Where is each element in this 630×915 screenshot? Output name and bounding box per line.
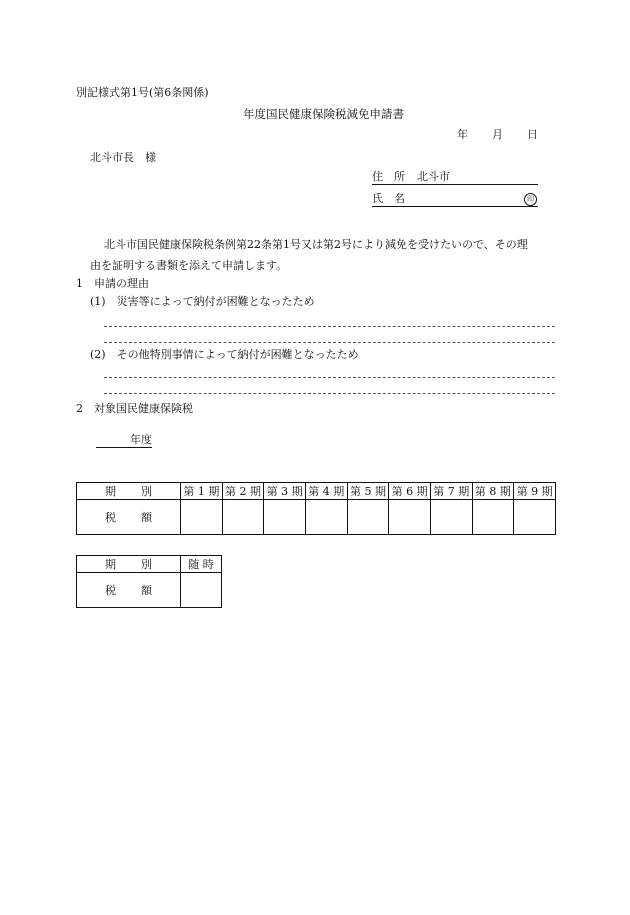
tax-amount-cell[interactable] <box>472 500 514 535</box>
date-month: 月 <box>492 128 503 141</box>
date-year: 年 <box>457 128 468 141</box>
date-line <box>457 128 538 142</box>
tax-amount-row-label: 税 額 <box>77 500 181 535</box>
tax-amount-cell[interactable] <box>264 500 306 535</box>
name-field[interactable] <box>372 192 538 207</box>
anytime-header-cell: 期 別 <box>77 556 181 573</box>
tax-amount-cell[interactable] <box>305 500 347 535</box>
reason-1-line-1[interactable] <box>104 326 555 327</box>
fiscal-year-field[interactable] <box>96 433 152 448</box>
period-tax-table <box>76 482 556 535</box>
document-title: 年度国民健康保険税減免申請書 <box>243 107 404 121</box>
period-column-header: 第 3 期 <box>264 483 306 500</box>
tax-amount-cell[interactable] <box>347 500 389 535</box>
tax-amount-cell[interactable] <box>514 500 556 535</box>
addressee: 北斗市長 様 <box>90 151 156 164</box>
intro-line-2: 由を証明する書類を添えて申請します。 <box>90 259 288 272</box>
tax-amount-cell[interactable] <box>222 500 264 535</box>
period-header-cell: 期 別 <box>77 483 181 500</box>
section1-heading: 1 申請の理由 <box>76 277 149 290</box>
period-column-header: 第 2 期 <box>222 483 264 500</box>
address-value: 北斗市 <box>417 170 450 183</box>
period-column-header: 第 8 期 <box>472 483 514 500</box>
anytime-column-header: 随 時 <box>181 556 222 573</box>
section2-heading: 2 対象国民健康保険税 <box>76 402 193 415</box>
reason-2-line-1[interactable] <box>104 377 555 378</box>
period-column-header: 第 5 期 <box>347 483 389 500</box>
period-column-header: 第 6 期 <box>389 483 431 500</box>
period-column-header: 第 9 期 <box>514 483 556 500</box>
reason-2: (2) その他特別事情によって納付が困難となったため <box>90 348 359 361</box>
period-column-header: 第 7 期 <box>430 483 472 500</box>
tax-amount-cell[interactable] <box>389 500 431 535</box>
anytime-tax-table <box>76 555 222 608</box>
address-field[interactable] <box>372 170 538 185</box>
anytime-amount-cell[interactable] <box>181 573 222 608</box>
date-day: 日 <box>527 128 538 141</box>
period-column-header: 第 4 期 <box>305 483 347 500</box>
anytime-amount-row-label: 税 額 <box>77 573 181 608</box>
period-column-header: 第 1 期 <box>181 483 223 500</box>
reason-1-line-2[interactable] <box>104 342 555 343</box>
name-label: 氏 名 <box>372 192 405 205</box>
intro-line-1: 北斗市国民健康保険税条例第22条第1号又は第2号により減免を受けたいので、その理 <box>104 238 528 251</box>
reason-2-line-2[interactable] <box>104 393 555 394</box>
address-label: 住 所 <box>372 170 405 183</box>
tax-amount-cell[interactable] <box>181 500 223 535</box>
seal-mark: 印 <box>524 193 537 206</box>
fiscal-year-suffix: 年度 <box>130 433 152 446</box>
form-number: 別記様式第1号(第6条関係) <box>76 86 209 99</box>
reason-1: (1) 災害等によって納付が困難となったため <box>90 295 315 308</box>
tax-amount-cell[interactable] <box>430 500 472 535</box>
